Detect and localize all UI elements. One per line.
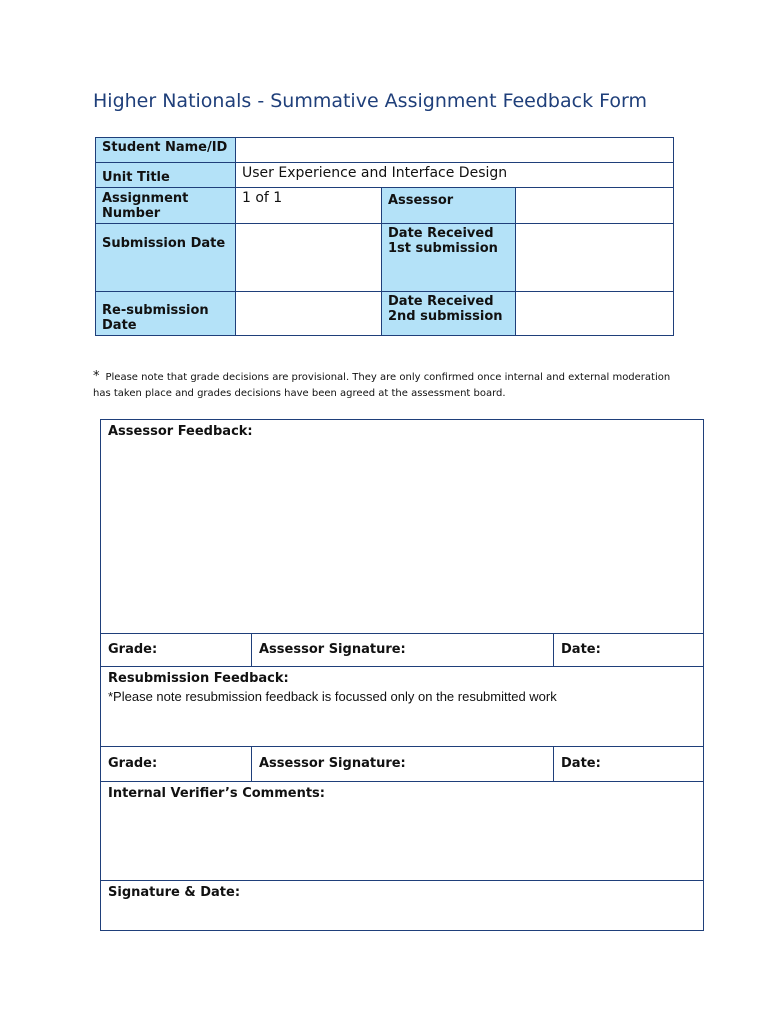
feedback-table	[100, 419, 704, 931]
assignment-number-label: Assignment Number	[96, 188, 236, 224]
date-received-1st-label: Date Received 1st submission	[382, 224, 516, 292]
grade-cell[interactable]	[101, 634, 252, 667]
date-label: Date:	[561, 642, 601, 657]
student-name-field[interactable]	[236, 138, 674, 163]
resubmission-date-label: Date:	[561, 756, 601, 771]
unit-title-field[interactable]: User Experience and Interface Design	[236, 163, 674, 188]
resubmission-signature-label: Assessor Signature:	[259, 756, 406, 771]
assessor-feedback-box[interactable]	[101, 420, 704, 634]
submission-date-label: Submission Date	[96, 224, 236, 292]
assessor-feedback-label: Assessor Feedback:	[108, 424, 253, 439]
date-received-1st-field[interactable]	[516, 224, 674, 292]
assessor-signature-label: Assessor Signature:	[259, 642, 406, 657]
resubmission-date-label: Re-submission Date	[96, 292, 236, 336]
resubmission-grade-label: Grade:	[108, 756, 158, 771]
note-asterisk: *	[93, 369, 100, 384]
assessor-field[interactable]	[516, 188, 674, 224]
assessor-label: Assessor	[382, 188, 516, 224]
resubmission-signature-cell[interactable]	[252, 747, 554, 782]
resubmission-feedback-label: Resubmission Feedback:	[108, 671, 289, 686]
signature-date-label: Signature & Date:	[108, 885, 241, 900]
resubmission-feedback-box[interactable]	[101, 667, 704, 747]
grade-label: Grade:	[108, 642, 158, 657]
internal-verifier-comments-box[interactable]	[101, 782, 704, 881]
note-text: Please note that grade decisions are provisional. They are only confirmed once internal and external moderation has taken place and grades decisions have been agreed at the assessment board.	[93, 372, 671, 399]
student-name-label: Student Name/ID	[96, 138, 236, 163]
provisional-grade-note	[93, 369, 673, 402]
resubmission-date-field[interactable]	[236, 292, 382, 336]
page-title: Higher Nationals - Summative Assignment Feedback Form	[93, 90, 647, 112]
internal-verifier-comments-label: Internal Verifier’s Comments:	[108, 786, 325, 801]
assessor-signature-cell[interactable]	[252, 634, 554, 667]
signature-date-box[interactable]	[101, 881, 704, 931]
submission-info-table	[95, 137, 674, 336]
submission-date-field[interactable]	[236, 224, 382, 292]
resubmission-date-cell[interactable]	[554, 747, 704, 782]
resubmission-grade-cell[interactable]	[101, 747, 252, 782]
unit-title-label: Unit Title	[96, 163, 236, 188]
assignment-number-field[interactable]: 1 of 1	[236, 188, 382, 224]
date-cell[interactable]	[554, 634, 704, 667]
date-received-2nd-label: Date Received 2nd submission	[382, 292, 516, 336]
resubmission-note: *Please note resubmission feedback is focussed only on the resubmitted work	[108, 689, 557, 704]
date-received-2nd-field[interactable]	[516, 292, 674, 336]
